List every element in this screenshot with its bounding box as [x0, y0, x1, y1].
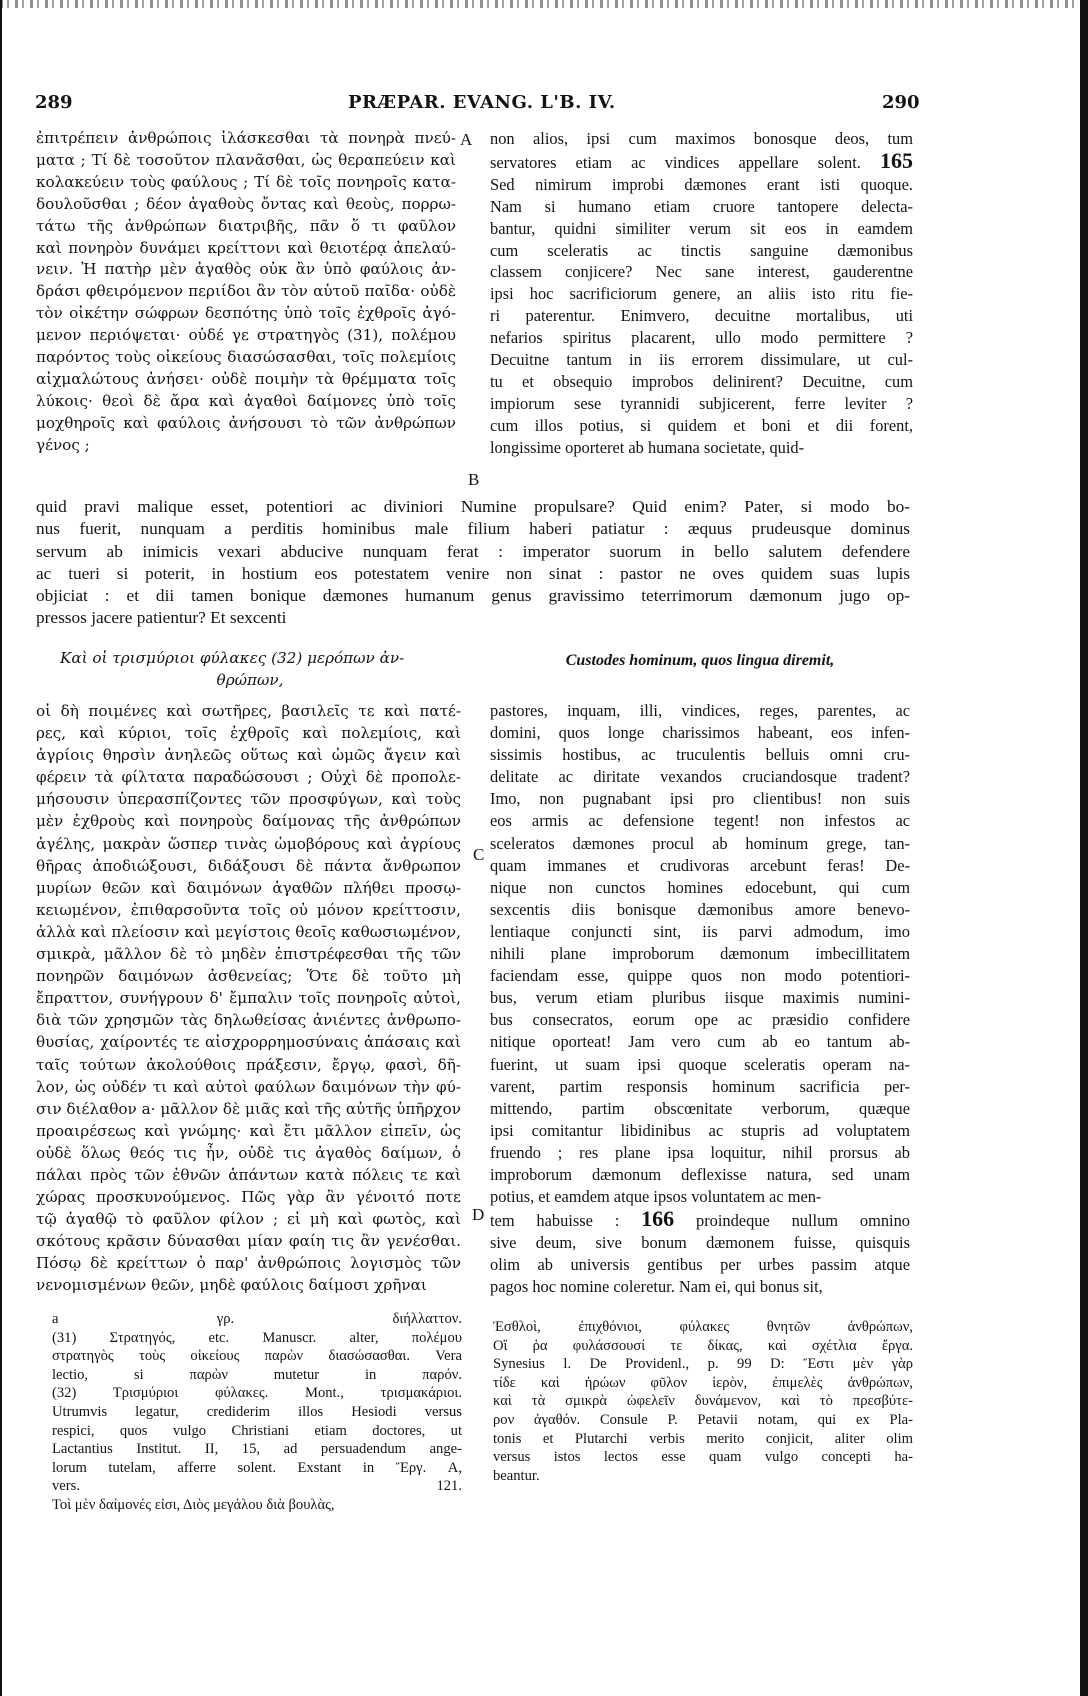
greek-text-line: νειν. Ἡ πατὴρ μὲν ἀγαθὸς οὐκ ἂν ὑπὸ φαύλοις ἀν-	[36, 260, 456, 279]
greek-text-line: κειωμένον, ἐπιθαρσοῦντα τοῖς οὐ μόνον κρείττοσιν,	[36, 900, 461, 919]
greek-column-main	[36, 700, 461, 1297]
latin-text-line: nihili plane improborum dæmonum imbecillitatem	[490, 944, 910, 964]
greek-text-line: μοχθηροῖς καὶ φαύλοις ἀνήσουσι τὸ τῶν ἀνθρώπων	[36, 413, 456, 432]
latin-text-line: pagos hoc nomine coleretur. Nam ei, qui bonus sit,	[490, 1277, 823, 1297]
greek-text-line: αἰχμαλώτους ἀνήσει· οὐδὲ ποιμὴν τὰ θρέμματα τοῖς	[36, 369, 456, 388]
latin-text-line: nus fuerit, nunquam a perditis hominibus male filium haberi patiatur : æquus prudeusque dominus	[36, 519, 910, 539]
latin-column-main	[490, 700, 910, 1299]
greek-text-line: ρες, καὶ κύριοι, τοῖς ἐχθροῖς καὶ πολεμίοις, καὶ	[36, 724, 461, 743]
latin-line-with-number	[490, 150, 913, 174]
latin-text-line: bus consecratos, eorum ope ac præsidio confidere	[490, 1010, 910, 1030]
margin-letter-a: A	[460, 130, 473, 149]
footnote-line: respici, quos vulgo Christiani etiam doctores, ut	[52, 1422, 462, 1439]
margin-letter-c: C	[473, 845, 485, 864]
footnotes-right	[493, 1318, 913, 1485]
section-number-165: 165	[879, 149, 913, 173]
latin-line-text: tem habuisse :	[490, 1211, 620, 1231]
greek-text-line: κολακεύειν τοὺς φαύλους ; Τί δὲ τοῖς πονηροῖς κατα-	[36, 172, 456, 191]
footnote-line: Ἐσθλοὶ, ἐπιχθόνιοι, φύλακες θνητῶν ἀνθρώπων,	[493, 1319, 913, 1335]
greek-text-line: ἀγρίοις θηρσὶν ἀνηλεῶς οὕτως καὶ ὠμῶς ἄγειν καὶ	[36, 746, 461, 765]
greek-text-line: οὐδὲ ὅλως θεός τις ἦν, οὐδὲ τις ἀγαθὸς δαίμων, ὁ	[36, 1143, 461, 1162]
footnote-line: τίδε καὶ ἡρώων φῦλον ἱερὸν, ἐπιμελὲς ἀνθρώπων,	[493, 1374, 913, 1391]
latin-text-line: bantur, quidni similiter verum sit eos in eamdem	[490, 218, 913, 238]
latin-text-line: objiciat : et dii tamen bonique dæmones humanum genus gravissimo teterrimorum dæmonum jugo op-	[36, 586, 910, 606]
footnote-line: tonis et Plutarchi verbis merito conjicit, aliter olim	[493, 1430, 913, 1447]
greek-text-line: σκότους κρᾶσιν δύνασθαι μίαν φαίη τις ἂν γενέσθαι.	[36, 1232, 461, 1251]
greek-text-line: σμικρὰ, μᾶλλον δὲ τὸ μηδὲν ἐπιστρέφεσθαι τῆς τῶν	[36, 945, 461, 964]
latin-text-line: sissimis hostibus, ac truculentis belluis omni cru-	[490, 745, 910, 765]
latin-text-line: non alios, ipsi cum maximos bonosque deos, tum	[490, 129, 913, 148]
footnote-line: Lactantius Institut. II, 15, ad persuadendum ange-	[52, 1441, 462, 1458]
verse-greek	[60, 648, 440, 692]
footnote-line: lectio, si παρὼν mutetur in παρόν.	[52, 1366, 462, 1383]
latin-text-line: pastores, inquam, illi, vindices, reges, parentes, ac	[490, 701, 910, 720]
greek-text-line: διὰ τῶν χρησμῶν τὰς δηλωθείσας ἀνιέντες ἀνθρωπο-	[36, 1011, 461, 1030]
latin-text-line: fuerint, ut suam ipsi quoque sceleratis operam na-	[490, 1054, 910, 1074]
latin-text-line: ipsi comitantur libidinibus ac stupris ad voluptatem	[490, 1120, 910, 1140]
latin-full-width-paragraph	[36, 496, 910, 630]
greek-text-line: μήσουσιν ὑπερασπίζοντες τῶν προσφύγων, καὶ τοὺς	[36, 790, 461, 809]
footnotes-left	[52, 1310, 462, 1515]
greek-text-line: τάτω τῆς ἀνθρώπων διατριβῆς, πᾶν ὅ τι φαῦλον	[36, 216, 456, 235]
greek-text-line: δράσι φθειρόμενον περιίδοι ἂν τὸν αὑτοῦ παῖδα· οὐδὲ	[36, 282, 456, 301]
margin-letter-d: D	[472, 1205, 485, 1224]
footnote-line: lorum tutelam, afferre solent. Exstant in Ἔργ. A,	[52, 1459, 462, 1476]
running-title: PRÆPAR. EVANG. L'B. IV.	[348, 92, 616, 113]
verse-greek-line: θρώπων,	[216, 670, 284, 689]
latin-text-line: fruendo ; res plane ipsa loquitur, nihil prorsus ab	[490, 1142, 910, 1162]
latin-text-line: nique non cunctos homines edocebunt, qui cum	[490, 877, 910, 897]
latin-text-line: potius, et eamdem atque ipsos voluntatem ac men-	[490, 1187, 822, 1207]
greek-text-line: γένος ;	[36, 435, 90, 454]
latin-column-top	[490, 128, 913, 459]
greek-text-line: θυσίας, χαίροντές τε αἰσχρορρημοσύναις ἁπάσαις καὶ	[36, 1033, 461, 1052]
greek-text-line: λον, ὡς οὐδέν τι καὶ αὐτοὶ φαύλων δαιμόνων τὴν φύ-	[36, 1077, 461, 1096]
latin-line-text: proindeque nullum omnino	[696, 1211, 910, 1231]
latin-text-line: improborum dæmonum deflexisse natura, sed unam	[490, 1164, 910, 1184]
greek-text-line: ταῖς τούτων ἀκολούθοις πράξεσιν, ἔργῳ, φασὶ, δῆ-	[36, 1055, 461, 1074]
latin-text-line: ipsi hoc sacrificiorum genere, an aliis isto ritu fie-	[490, 284, 913, 304]
footnote-line: a γρ. διήλλαττον.	[52, 1311, 462, 1327]
footnote-line: versus istos lectos esse quam vulgo concepti ha-	[493, 1449, 913, 1466]
latin-text-line: sceleratos dæmones procul ab hominum grege, tan-	[490, 833, 910, 853]
latin-text-line: Decuitne tantum in iis errorem dissimulare, ut cul-	[490, 350, 913, 370]
greek-column-top	[36, 128, 456, 457]
footnote-line: Utrumvis legatur, crediderim illos Hesiodi versus	[52, 1403, 462, 1420]
footnote-line: vers. 121.	[52, 1478, 462, 1495]
greek-text-line: τὸν οἰκέτην σώφρων δεσπότης ὑπὸ τοῖς ἐχθροῖς ἀγό-	[36, 304, 456, 323]
greek-text-line: δουλοῦσθαι ; δέον ἀγαθοὺς ὄντας καὶ θεοὺς, πορρω-	[36, 194, 456, 213]
footnote-line: Οἵ ῥα φυλάσσουσί τε δίκας, καὶ σχέτλια ἔργα.	[493, 1337, 913, 1354]
greek-text-line: λύκοις· θεοὶ δὲ ἄρα καὶ ἀγαθοὶ δαίμονες ὑπὸ τοῖς	[36, 391, 456, 410]
latin-text-line: Sed nimirum improbi dæmones erant isti quoque.	[490, 174, 913, 194]
greek-text-line: θῆρας ἀποδιώξουσι, διδάξουσι δὲ πάντα ἄνθρωπον	[36, 856, 461, 875]
footnote-line: ρον ἀγαθόν. Consule P. Petavii notam, qui ex Pla-	[493, 1411, 913, 1428]
latin-text-line: lentiaque conjuncti sint, iis parvi admodum, imo	[490, 921, 910, 941]
greek-text-line: ἀγέλης, μακρὰν ὥσπερ τινὰς ὠμοβόρους καὶ ἀγρίους	[36, 834, 461, 853]
section-number-166: 166	[641, 1208, 675, 1232]
footnote-line: (31) Στρατηγός, etc. Manuscr. alter, πολέμου	[52, 1329, 462, 1346]
greek-text-line: πάλαι πρὸς τῶν ἐθνῶν ἁπάντων κατὰ πόλεις τε καὶ	[36, 1165, 461, 1184]
latin-text-line: mittendo, partim obscœnitate verborum, quæque	[490, 1098, 910, 1118]
greek-text-line: νενομισμένων θεῶν, μηδὲ φαύλοις δαίμοσι χρῆναι	[36, 1276, 427, 1295]
latin-text-line: nefarios spiritus placarent, ullo modo permittere ?	[490, 328, 913, 348]
latin-text-line: faciendam esse, quippe quos non modo potentiori-	[490, 966, 910, 986]
greek-text-line: σιν διέλαθον a· μᾶλλον δὲ μιᾶς καὶ τῆς αὐτῆς ὑπῆρχον	[36, 1099, 461, 1118]
latin-text-line: longissime oporteret ab humana societate, quid-	[490, 437, 805, 457]
latin-text-line: ri paterentur. Enimvero, decuitne mortalibus, uti	[490, 306, 913, 326]
greek-text-line: μυρίων θεῶν καὶ δαιμόνων ἀγαθῶν πλήθει προσῳ-	[36, 878, 461, 897]
latin-text-line: servum ab inimicis vexari abducive nunquam ferat : imperator suorum in bello salutem defendere	[36, 541, 910, 561]
greek-text-line: ἐπιτρέπειν ἀνθρώποις ἱλάσκεσθαι τὰ πονηρὰ πνεύ-	[36, 129, 456, 147]
latin-text-line: quid pravi malique esset, potentiori ac diviniori Numine propulsare? Quid enim? Pater, si modo bo-	[36, 497, 910, 516]
greek-text-line: προαιρέσεως καὶ γνώμης· καὶ ἔτι μᾶλλον εἰπεῖν, ὡς	[36, 1121, 461, 1140]
latin-text-line: cum sceleratis ac tinctis sanguine dæmonibus	[490, 240, 913, 260]
margin-letter-b: B	[468, 470, 480, 489]
greek-text-line: ματα ; Τί δὲ τοσοῦτον πλανᾶσθαι, ὡς θεραπεύειν καὶ	[36, 150, 456, 169]
latin-line-text: servatores etiam ac vindices appellare solent.	[490, 152, 861, 172]
latin-text-line: impiorum sese tyrannidi subjicerent, ferre leviter ?	[490, 393, 913, 413]
verse-latin: Custodes hominum, quos lingua diremit,	[565, 652, 835, 669]
latin-text-line: sexcentis diis bonisque dæmonibus amore benevo-	[490, 899, 910, 919]
greek-text-line: καὶ πονηρὸν δυνάμει κρείττονι καὶ θειοτέρᾳ ἀπελαύ-	[36, 238, 456, 257]
latin-text-line: domini, quos longe charissimos habeant, eos infen-	[490, 723, 910, 743]
greek-text-line: μὲν ἐχθροὺς καὶ πονηροὺς δαίμονας τῆς ἀνθρώπων	[36, 812, 461, 831]
latin-text-line: Imo, non pugnabant ipsi pro clientibus! non suis	[490, 789, 910, 809]
page-number-right: 290	[882, 92, 920, 113]
latin-text-line: eos armis ac defensione tegent! non infestos ac	[490, 811, 910, 831]
footnote-line: Τοὶ μὲν δαίμονές εἰσι, Διὸς μεγάλου διὰ βουλὰς,	[52, 1496, 335, 1513]
greek-text-line: πονηρῶν δαιμόνων ἀσθενείας; Ὅτε δὲ τοῦτο μὴ	[36, 967, 461, 986]
latin-text-line: delitate ac diritate vexandos cruciandosque tradent?	[490, 767, 910, 787]
greek-text-line: ἀλλὰ καὶ πλείοσιν καὶ μεγίστοις θεοῖς καθωσιωμένον,	[36, 922, 461, 941]
latin-text-line: olim ab universis gentibus per urbes passim atque	[490, 1255, 910, 1275]
greek-text-line: χώρας προσκυνούμενος. Πῶς γὰρ ἂν γένοιτό ποτε	[36, 1188, 461, 1207]
footnote-line: καὶ τὰ σμικρὰ ὠφελεῖν δυνάμενον, καὶ τὸ πρεσβύτε-	[493, 1393, 913, 1410]
page-number-left: 289	[35, 92, 73, 113]
greek-text-line: παρόντος τοὺς οἰκείους διασώσασθαι, τοῖς πολεμίοις	[36, 348, 456, 367]
latin-text-line: ac tueri si poterit, in hostium eos potestatem venire non sinat : pastor ne oves quidem suas lupis	[36, 563, 910, 583]
latin-text-line: varent, partim responsis hominum sacrificia per-	[490, 1076, 910, 1096]
greek-text-line: ἔπραττον, συνήγρουν δ' ἔμπαλιν τοῖς πονηροῖς αὐτοὶ,	[36, 989, 461, 1008]
verse-greek-line: Καὶ οἱ τρισμύριοι φύλακες (32) μερόπων ἀν-	[60, 649, 405, 667]
latin-text-line: cum illos potius, si quidem et boni et dii forent,	[490, 415, 913, 435]
latin-text-line: bus, verum etiam pluribus iisque maximis numini-	[490, 988, 910, 1008]
latin-text-line: classem conjicere? Nec sane interest, gauderentne	[490, 262, 913, 282]
footnote-line: Synesius l. De Providenl., p. 99 D: Ἔστι μὲν γὰρ	[493, 1356, 913, 1373]
greek-text-line: μενον περιόψεται· οὐδέ γε στρατηγὸς (31), πολέμου	[36, 326, 456, 345]
latin-text-line: tu et obsequio improbos delinirent? Decuitne, cum	[490, 371, 913, 391]
latin-text-line: Nam si humano etiam cruore tantopere delecta-	[490, 196, 913, 216]
greek-text-line: Πόσῳ δὲ κρείττων ὁ παρ' ἀνθρώποις λογισμὸς τῶν	[36, 1254, 461, 1273]
footnote-line: στρατηγὸς τοὺς οἰκείους παρὼν διασώσασθαι. Vera	[52, 1348, 462, 1365]
latin-line-with-number	[490, 1208, 910, 1232]
greek-text-line: οἱ δὴ ποιμένες καὶ σωτῆρες, βασιλεῖς τε καὶ πατέ-	[36, 702, 461, 720]
latin-text-line: sive deum, sive bonum dæmonem fuisse, quisquis	[490, 1233, 910, 1253]
greek-text-line: τῷ ἀγαθῷ τὸ φαῦλον φίλον ; εἰ μὴ καὶ φωτὸς, καὶ	[36, 1210, 461, 1229]
footnote-line: (32) Τρισμύριοι φύλακες. Mont., τρισμακάριοι.	[52, 1385, 462, 1402]
latin-text-line: nitique oporteat! Jam vero cum ab eo tantum ab-	[490, 1032, 910, 1052]
scan-top-edge	[0, 0, 1088, 8]
greek-text-line: φέρειν τὰ φίλτατα παραδώσουσι ; Οὐχὶ δὲ προπολε-	[36, 768, 461, 787]
latin-text-line: quam immanes et crudivoras arcebunt feras! De-	[490, 855, 910, 875]
latin-text-line: pressos jacere patientur? Et sexcenti	[36, 608, 287, 628]
footnote-line: beantur.	[493, 1467, 540, 1484]
scan-right-edge	[1080, 0, 1088, 1696]
scan-left-edge	[0, 0, 2, 1696]
